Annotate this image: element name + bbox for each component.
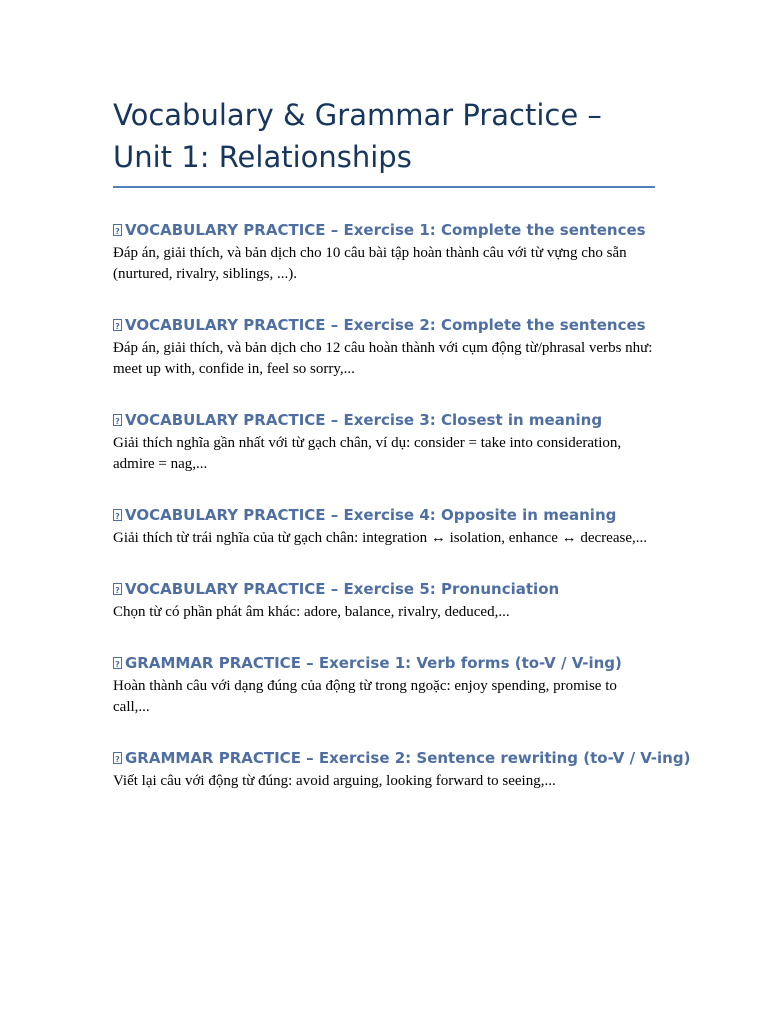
section-description: Đáp án, giải thích, và bản dịch cho 12 câu hoàn thành với cụm động từ/phrasal verbs như: meet up with, confide in, feel so sorry,... [113, 340, 653, 377]
section-description: Chọn từ có phần phát âm khác: adore, balance, rivalry, deduced,... [113, 604, 510, 620]
section-grammar-ex2 [113, 748, 691, 792]
section-vocab-ex4 [113, 505, 655, 549]
section-heading [113, 505, 655, 525]
section-heading [113, 315, 655, 335]
section-description: Hoàn thành câu với dạng đúng của động từ trong ngoặc: enjoy spending, promise to call,... [113, 678, 617, 715]
bookmark-icon [113, 752, 122, 764]
section-description: Giải thích từ trái nghĩa của từ gạch chân: integration ↔ isolation, enhance ↔ decrease,... [113, 530, 647, 546]
section-heading [113, 220, 655, 240]
section-vocab-ex3 [113, 410, 655, 475]
section-heading-text: GRAMMAR PRACTICE – Exercise 2: Sentence rewriting (to-V / V-ing) [125, 749, 691, 767]
section-description: Đáp án, giải thích, và bản dịch cho 10 câu bài tập hoàn thành câu với từ vựng cho sẵn (nurtured, rivalry, siblings, ...). [113, 245, 627, 282]
section-vocab-ex5 [113, 579, 655, 623]
section-heading [113, 410, 655, 430]
bookmark-icon [113, 224, 122, 236]
section-heading-text: VOCABULARY PRACTICE – Exercise 1: Complete the sentences [125, 221, 646, 239]
document-title: Vocabulary & Grammar Practice – Unit 1: Relationships [113, 94, 655, 188]
section-heading-text: VOCABULARY PRACTICE – Exercise 2: Complete the sentences [125, 316, 646, 334]
section-heading [113, 748, 691, 768]
bookmark-icon [113, 319, 122, 331]
section-vocab-ex1 [113, 220, 655, 285]
section-grammar-ex1 [113, 653, 655, 718]
bookmark-icon [113, 657, 122, 669]
section-heading-text: VOCABULARY PRACTICE – Exercise 4: Opposite in meaning [125, 506, 617, 524]
document-page [113, 94, 691, 822]
section-description: Viết lại câu với động từ đúng: avoid arguing, looking forward to seeing,... [113, 773, 556, 789]
section-heading-text: VOCABULARY PRACTICE – Exercise 5: Pronunciation [125, 580, 560, 598]
section-heading [113, 579, 655, 599]
section-description: Giải thích nghĩa gần nhất với từ gạch chân, ví dụ: consider = take into consideration, admire = nag,... [113, 435, 622, 472]
section-heading [113, 653, 655, 673]
section-heading-text: GRAMMAR PRACTICE – Exercise 1: Verb forms (to-V / V-ing) [125, 654, 622, 672]
bookmark-icon [113, 414, 122, 426]
section-list [113, 220, 691, 792]
bookmark-icon [113, 509, 122, 521]
section-heading-text: VOCABULARY PRACTICE – Exercise 3: Closest in meaning [125, 411, 603, 429]
section-vocab-ex2 [113, 315, 655, 380]
bookmark-icon [113, 583, 122, 595]
